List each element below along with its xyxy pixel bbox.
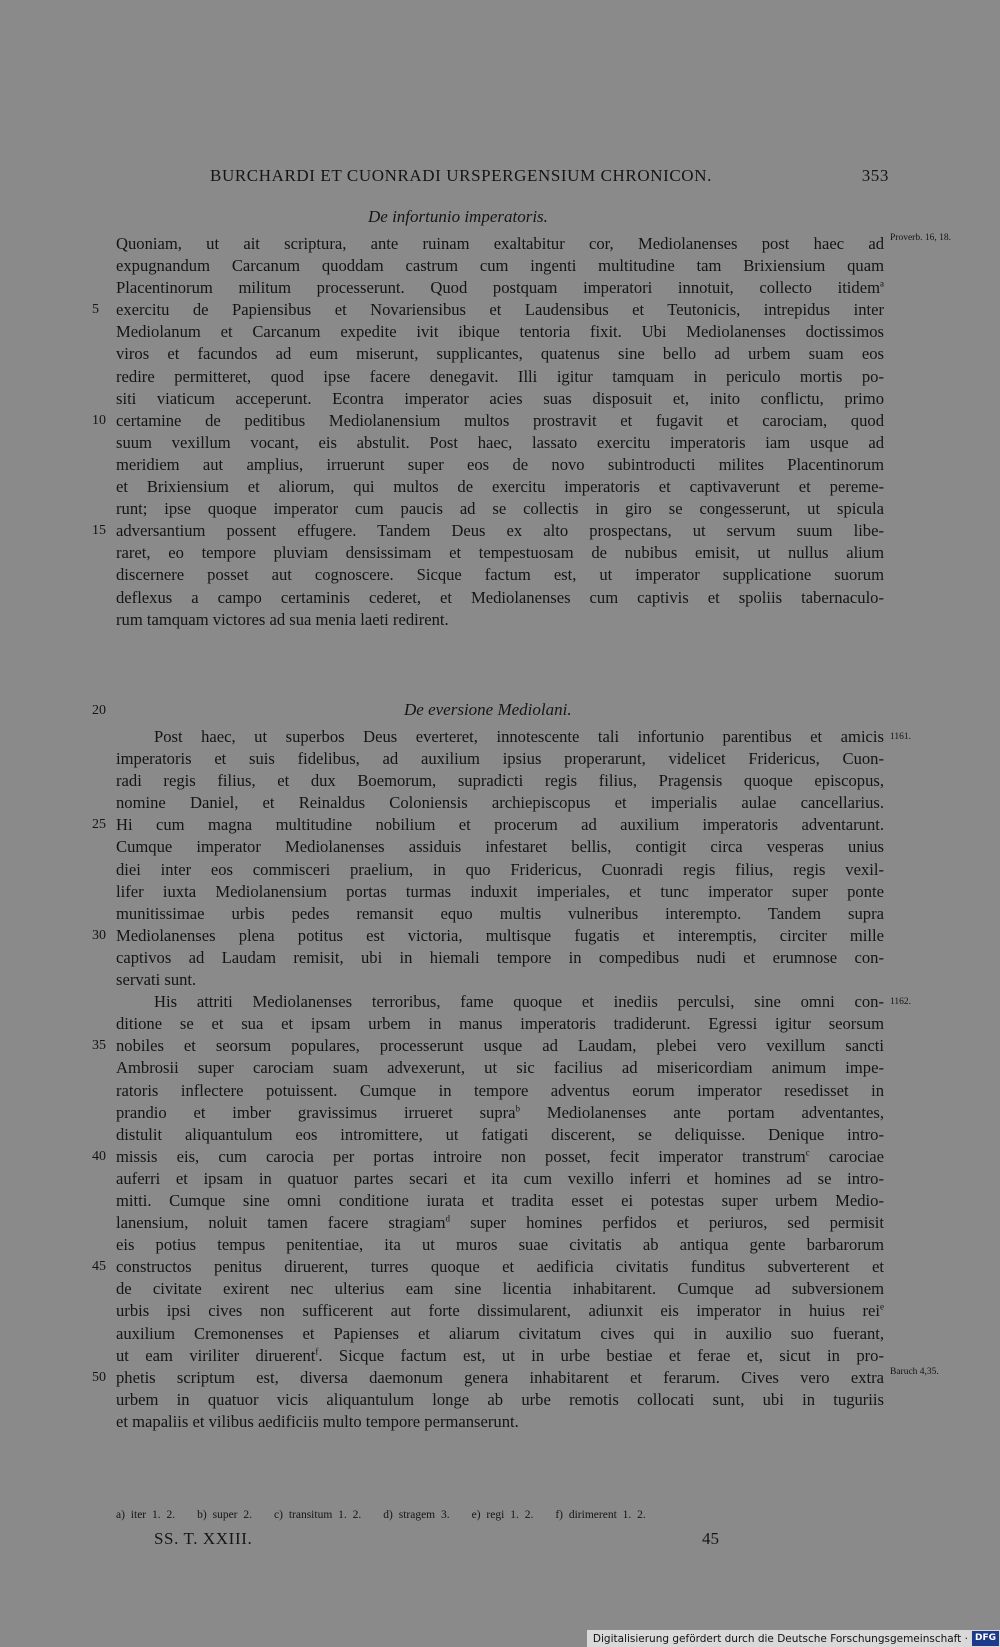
text-line [116,1323,884,1345]
line-text: Post haec, ut superbos Deus everteret, innotescente tali infortunio parentibus et amicis [154,727,884,746]
text-line [116,1168,884,1190]
margin-note: 1162. [890,997,912,1008]
text-block-eversione [92,726,939,1433]
line-text: radi regis filius, et dux Boemorum, supradicti regis filius, Pragensis quoque episcopus, [116,771,884,791]
text-line [92,925,884,947]
line-text: runt; ipse quoque imperator cum paucis ad se collectis in giro se congesserunt, ut spicula [116,499,884,519]
line-text: certamine de peditibus Mediolanensium multos prostravit et fugavit et carociam, quod [116,410,884,430]
text-line [116,792,884,814]
line-text: ditione se et sua et ipsam urbem in manus imperatoris tradiderunt. Egressi igitur seorsum [116,1014,884,1034]
footnotes [116,1509,816,1521]
line-text: phetis scriptum est, diversa daemonum genera inhabitarent et ferarum. Cives vero extra [116,1367,884,1387]
line-text: urbem in quatuor vicis aliquantulum longe ab urbe remotis collocati sunt, ubi in tuguriis [116,1389,884,1409]
line-text: expugnandum Carcanum quoddam castrum cum ingenti multitudine tam Brixiensium quam [116,256,884,276]
line-number: 5 [92,302,99,318]
running-head [210,166,889,186]
sheet-number: 45 [702,1529,719,1548]
footnote-marker: a [880,278,884,289]
line-text: Mediolanum et Carcanum expedite ivit ibique tentoria fixit. Ubi Mediolanenses doctissimos [116,322,884,342]
text-line [116,836,884,858]
footnote-marker: e [880,1301,884,1312]
line-text: His attriti Mediolanenses terroribus, fame quoque et inediis perculsi, sine omni con- [154,992,884,1012]
text-line [92,299,884,321]
line-text: nomine Daniel, et Reinaldus Coloniensis archiepiscopus et imperialis aulae cancellarius. [116,793,884,813]
line-text: Mediolanenses plena potitus est victoria, multisque fugatis et interemptis, circiter mille [116,925,884,945]
margin-note: Proverb. 16, 18. [890,233,951,243]
line-number: 40 [92,1148,106,1164]
text-line [116,726,912,748]
text-line [116,366,884,388]
line-text: distulit aliquantulum eos intromittere, ut fatigati discerent, se deliquisse. Denique intro- [116,1124,884,1144]
text-line [116,609,884,631]
footnote: b) super 2. [197,1509,253,1521]
text-line [116,748,884,770]
line-text: suum vexillum vocant, eis abstulit. Post haec, lassato exercitu imperatoris iam usque ad [116,432,884,452]
text-line [116,476,884,498]
footnote: e) regi 1. 2. [471,1509,534,1521]
text-line [116,233,951,255]
line-text: prandio et imber gravissimus irrueret supra [116,1102,516,1122]
line-text: meridiem aut amplius, irruerunt super eos de novo subintroducti milites Placentinorum [116,454,884,474]
line-text: servati sunt. [116,970,197,990]
margin-note: 1161. [890,732,912,742]
line-text: mitti. Cumque sine omni conditione iurata et tradita esset ei potestas super urbem Medio- [116,1190,884,1210]
text-line [116,1124,884,1146]
text-line [92,1146,884,1168]
line-number: 10 [92,412,106,428]
text-line [116,587,884,609]
line-text: Placentinorum militum processerunt. Quod postquam imperatori innotuit, collecto itidem [116,278,880,298]
text-line [116,542,884,564]
line-number: 50 [92,1369,106,1385]
line-text: missis eis, cum carocia per portas introire non posset, fecit imperator transtrum [116,1146,806,1166]
text-line [116,969,884,991]
line-text: imperatoris et suis fidelibus, ad auxilium ipsius properarunt, videlicet Fridericus, Cuon- [116,749,884,769]
line-text: rum tamquam victores ad sua menia laeti redirent. [116,609,449,629]
line-text: Cumque imperator Mediolanenses assiduis infestaret bellis, contigit circa vesperas unius [116,837,884,857]
text-line [116,1212,884,1234]
text-line [116,947,884,969]
line-number: 15 [92,523,106,539]
line-text: ratoris inflectere potuissent. Cumque in tempore adventus eorum imperator resedisset in [116,1080,884,1100]
line-text: raret, eo tempore pluviam densissimam et tempestuosam de nubibus emisit, ut nullus alium [116,543,884,563]
text-line [116,1190,884,1212]
footnote: c) transitum 1. 2. [274,1509,362,1521]
footnote: a) iter 1. 2. [116,1509,176,1521]
credit-text: Digitalisierung gefördert durch die Deutsche Forschungsgemeinschaft · [592,1632,968,1645]
text-line [116,991,912,1013]
line-text: urbis ipsi cives non sufficerent aut forte dissimularent, adiunxit eis imperator in huius rei [116,1301,880,1321]
line-number: 25 [92,817,106,833]
text-line [116,1300,884,1322]
line-text: lanensium, noluit tamen facere stragiam [116,1213,446,1233]
text-line [92,814,884,836]
footnote: d) stragem 3. [383,1509,450,1521]
line-text: Quoniam, ut ait scriptura, ante ruinam exaltabitur cor, Mediolanenses post haec ad [116,234,884,253]
line-text: de civitate exirent nec ulterius eam sine licentia inhabitarent. Cumque ad subversionem [116,1279,884,1299]
text-line [116,1234,884,1256]
line-text: redire permitteret, quod ipse facere denegavit. Illi igitur tamquam in periculo mortis po- [116,366,884,386]
credit-bar [587,1630,1000,1647]
line-text: Ambrosii super carociam suam advexerunt, ut sic facilius ad misericordiam animum impe- [116,1058,884,1078]
text-line [116,1278,884,1300]
text-line [116,432,884,454]
section-title-eversione: De eversione Mediolani. [404,700,572,719]
running-head-title: BURCHARDI ET CUONRADI URSPERGENSIUM CHRONICON. [210,166,712,185]
line-text: constructos penitus diruerent, turres quoque et aedificia civitatis funditus subverterent et [116,1257,884,1277]
line-text: Mediolanenses ante portam adventantes, [520,1102,884,1122]
line-text: Hi cum magna multitudine nobilium et procerum ad auxilium imperatoris adventarunt. [116,815,884,835]
text-line [116,859,884,881]
text-line [116,881,884,903]
text-line [92,520,884,542]
line-number: 30 [92,927,106,943]
signature-mark: SS. T. XXIII. [154,1529,253,1548]
text-line [92,1366,939,1389]
text-line [116,1345,884,1367]
line-text: eis potius tempus penitentiae, ita ut muros suae civitatis ab antiqua gente barbarorum [116,1235,884,1255]
line-text: discernere posset aut cognoscere. Sicque factum est, ut imperator supplicatione suorum [116,565,884,585]
text-line [92,1256,884,1278]
footnote: f) dirimerent 1. 2. [555,1509,646,1521]
text-line [116,343,884,365]
line-text: carociae [809,1146,884,1166]
footnote-marker: c [805,1147,810,1158]
text-line [116,770,884,792]
section-title-infortunio: De infortunio imperatoris. [368,207,548,226]
line-text: munitissimae urbis pedes remansit equo multis vulneribus interempto. Tandem supra [116,903,884,923]
text-line [116,255,884,277]
margin-note: Baruch 4,35. [890,1366,939,1377]
text-line [116,277,884,299]
line-text: auxilium Cremonenses et Papienses et aliarum civitatum cives qui in auxilio suo fuerant, [116,1323,884,1343]
line-number: 45 [92,1259,106,1275]
line-text: adversantium possent effugere. Tandem Deus ex alto prospectans, ut servum suum libe- [116,521,884,541]
line-number: 35 [92,1038,106,1054]
text-line [116,388,884,410]
text-block-infortunio [92,233,951,631]
text-line [116,1057,884,1079]
text-line [116,1080,884,1102]
text-line [92,410,884,432]
line-text: et Brixiensium et aliorum, qui multos de exercitu imperatoris et captivaverunt et pereme- [116,477,884,497]
text-line [116,1411,884,1433]
text-line [116,498,884,520]
line-text: ut eam viriliter diruerent [116,1345,316,1365]
footnote-marker: d [445,1213,451,1224]
line-text: diei inter eos commisceri praelium, in quo Fridericus, Cuonradi regis filius, regis vexil- [116,859,884,879]
line-text: captivos ad Laudam remisit, ubi in hiemali tempore in compedibus nudi et erumnose con- [116,947,884,967]
footnote-marker: b [515,1103,521,1114]
dfg-logo: DFG [972,1631,999,1646]
line-number: 20 [92,703,106,718]
line-text: exercitu de Papiensibus et Novariensibus et Laudensibus et Teutonicis, intrepidus inter [116,300,884,320]
text-line [116,454,884,476]
line-text: et mapaliis et vilibus aedificiis multo tempore permanserunt. [116,1411,519,1431]
text-line [116,1013,884,1035]
line-text: lifer iuxta Mediolanensium portas turmas induxit imperiales, et tunc imperator super ponte [116,881,884,901]
line-text: auferri et ipsam in quatuor partes secari et ita cum vexillo inferri et homines ad se intro- [116,1168,884,1188]
text-line [116,564,884,586]
text-line [116,321,884,343]
text-line [116,1102,884,1124]
line-text: viros et facundos ad eum miserunt, supplicantes, quatenus sine bello ad urbem suam eos [116,344,884,364]
line-text: super homines perfidos et periuros, sed permisit [450,1213,884,1233]
text-line [92,1035,884,1057]
text-line [116,903,884,925]
footnote-marker: f [315,1346,319,1357]
line-text: . Sicque factum est, ut in urbe bestiae et ferae et, sicut in pro- [318,1345,884,1365]
line-text: nobiles et seorsum populares, processerunt usque ad Laudam, plebei vero vexillum sancti [116,1036,884,1056]
text-line [116,1389,884,1411]
line-text: deflexus a campo certaminis cederet, et Mediolanenses cum captivis et spoliis tabernaculo- [116,587,884,607]
line-text: siti viaticum acceperunt. Econtra imperator acies suas disposuit et, inito conflictu, primo [116,388,884,408]
page-number: 353 [861,166,889,185]
